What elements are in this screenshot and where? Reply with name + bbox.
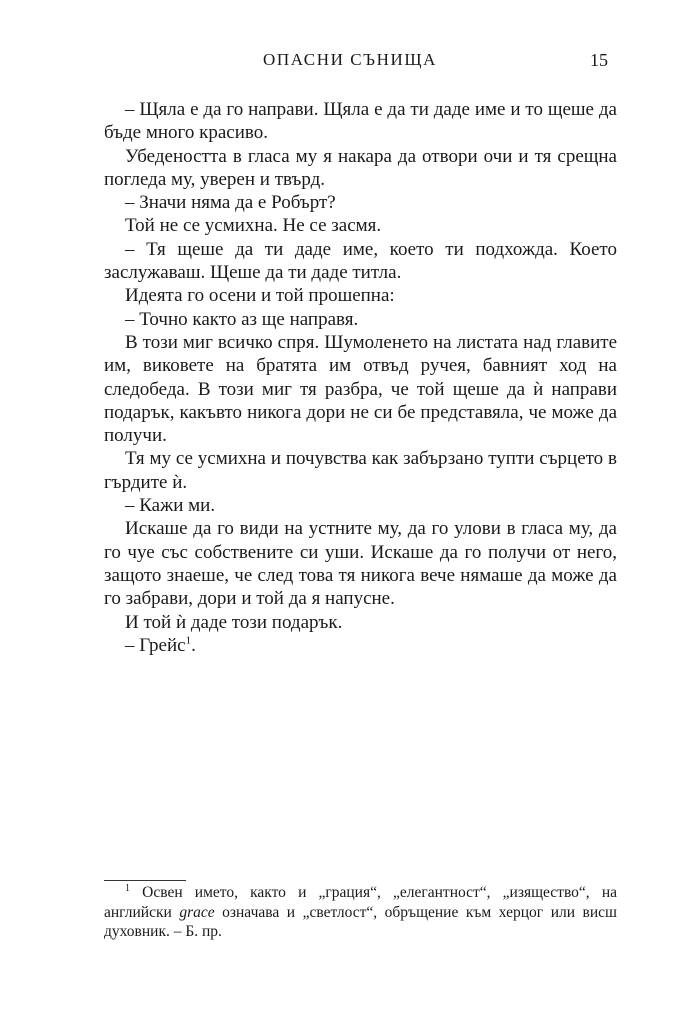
paragraph: Той не се усмихна. Не се засмя. [125,215,382,237]
footnote-text-before: Освен името, както и „грация“, „елегантност“, „изящество“, на английски [104,884,617,921]
footnote-marker: 1 [125,882,130,894]
paragraph: – Тя щеше да ти даде име, което ти подхожда. Което заслужаваш. Щеше да ти даде титла. [104,238,617,284]
paragraph: – Кажи ми. [125,495,216,517]
final-dialogue: – Грейс [125,634,186,656]
body-text [104,98,617,657]
footnote [104,883,617,942]
footnote-separator [104,880,186,881]
paragraph: – Щяла е да го направи. Щяла е да ти даде име и то щеше да бъде много красиво. [104,99,617,144]
paragraph: – Значи няма да е Робърт? [125,192,336,214]
paragraph: Убедеността в гласа му я накара да отвори очи и тя срещна погледа му, уверен и твърд. [104,145,617,190]
final-paragraph [104,634,617,657]
paragraph: Идеята го осени и той прошепна: [125,285,395,307]
final-punctuation: . [191,634,196,656]
paragraph: Искаше да го види на устните му, да го улови в гласа му, да го чуе със собствените си уши. Искаше да го получи от него, защото знаеше, че след това тя никога вече нямаше да може да го забрави, дори и той да я напусне. [104,518,617,610]
footnote-reference[interactable]: 1 [185,634,192,647]
paragraph: Тя му се усмихна и почувства как забързано тупти сърцето в гърдите ѝ. [104,448,617,493]
page-number: 15 [590,50,608,70]
footnote-text-after: означава и „светлост“, обръщение към херцог или висш духовник. – Б. пр. [104,903,617,940]
running-head [0,48,700,72]
paragraph: В този миг всичко спря. Шумоленето на листата над главите им, виковете на братята им отвъд ручея, бавният ход на следобеда. В този миг тя разбра, че той щеше да ѝ направи подарък, какъвто никога дори не си бе представяла, че може да получи. [104,331,617,447]
footnote-italic-word: grace [179,903,215,921]
paragraph: – Точно както аз ще направя. [125,308,359,330]
book-title: ОПАСНИ СЪНИЩА [262,50,438,69]
paragraph: И той ѝ даде този подарък. [125,611,343,633]
